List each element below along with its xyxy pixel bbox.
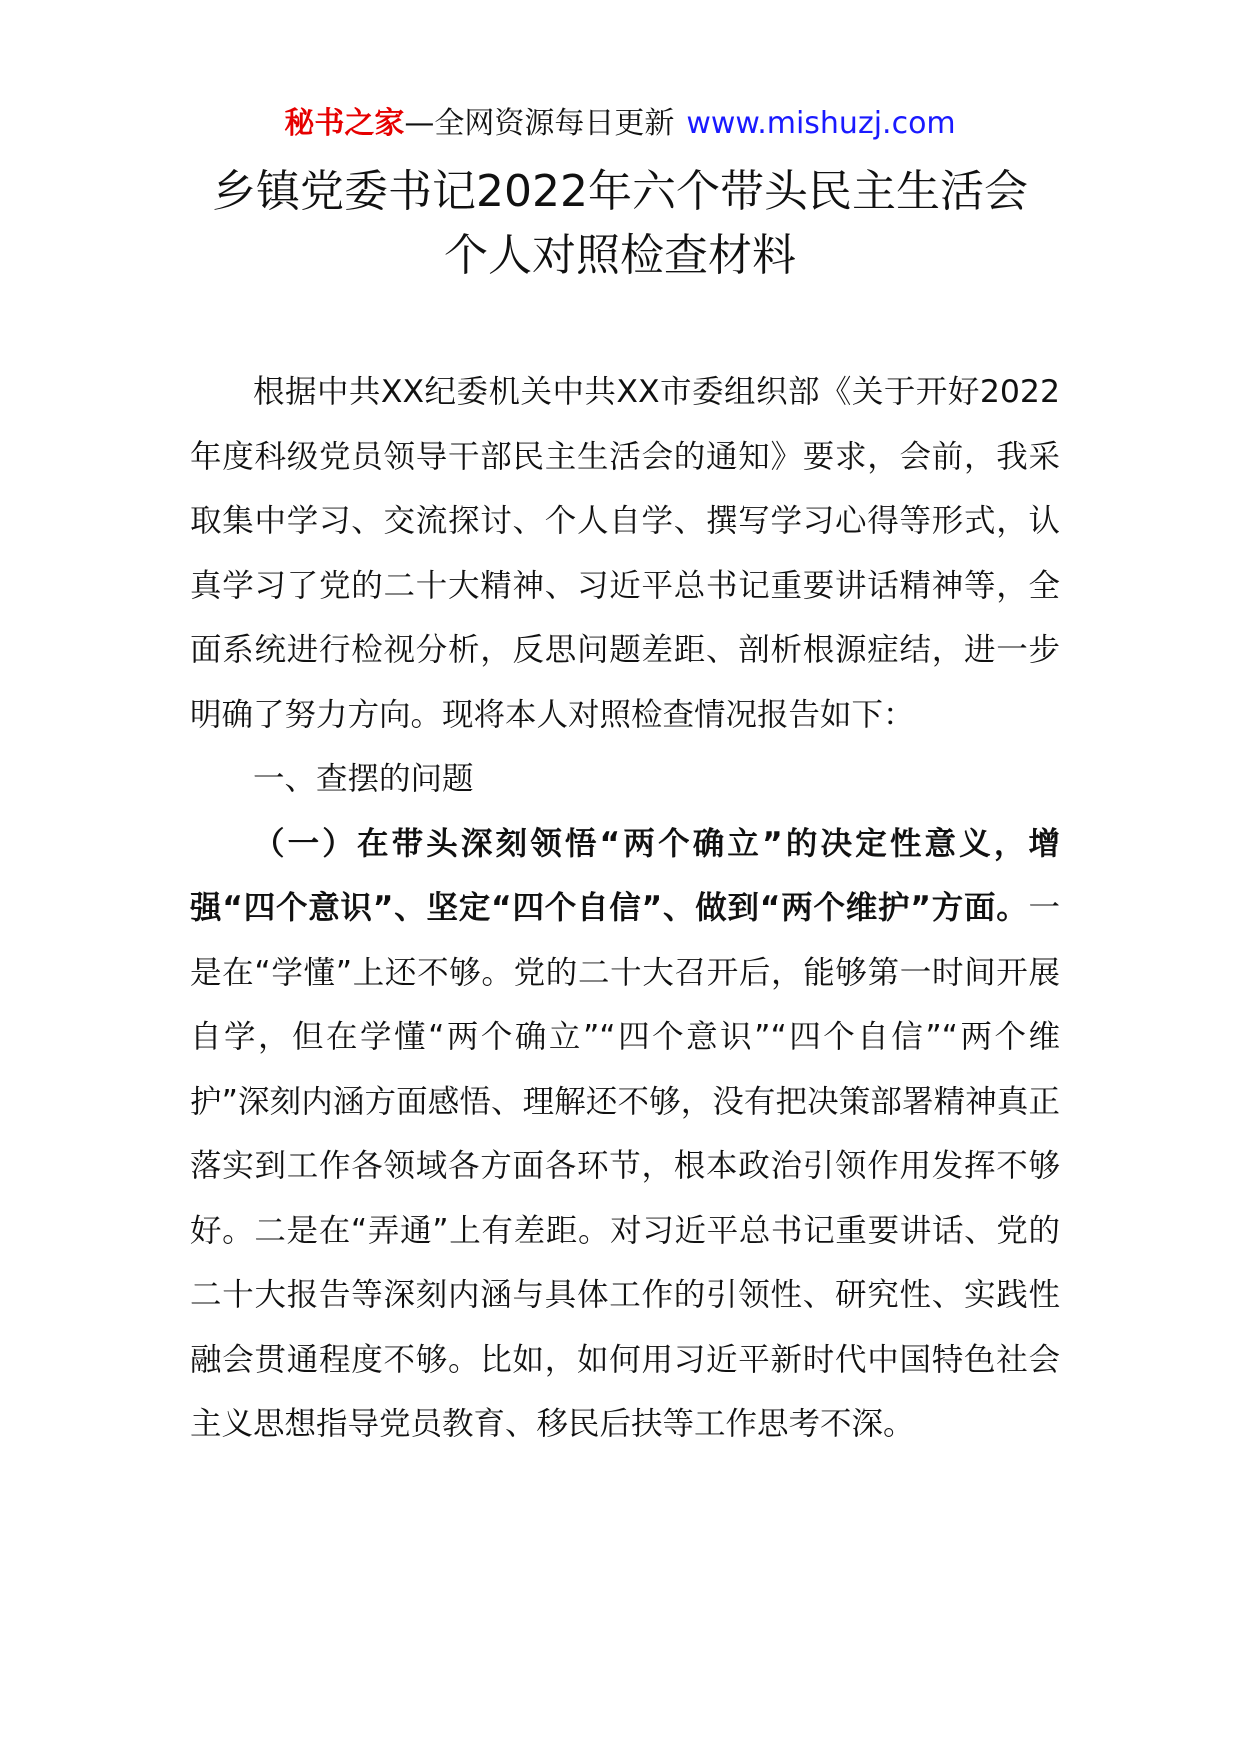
point-paragraph xyxy=(190,812,1060,1457)
title-line-1: 乡镇党委书记2022年六个带头民主生活会 xyxy=(212,166,1028,217)
intro-paragraph: 根据中共XX纪委机关中共XX市委组织部《关于开好2022年度科级党员领导干部民主生活会的通知》要求，会前，我采取集中学习、交流探讨、个人自学、撰写学习心得等形式，认真学习了党的二十大精神、习近平总书记重要讲话精神等，全面系统进行检视分析，反思问题差距、剖析根源症结，进一步明确了努力方向。现将本人对照检查情况报告如下： xyxy=(190,374,1060,733)
section-heading: 一、查摆的问题 xyxy=(253,761,474,797)
site-banner xyxy=(0,104,1240,144)
point-heading: （一）在带头深刻领悟“两个确立”的决定性意义，增强“四个意识”、坚定“四个自信”、做到“两个维护”方面。 xyxy=(190,825,1060,926)
banner-slogan: 全网资源每日更新 xyxy=(434,106,675,141)
document-body xyxy=(190,360,1060,1457)
title-line-2: 个人对照检查材料 xyxy=(444,230,796,281)
document-title xyxy=(0,160,1240,288)
banner-dash: — xyxy=(404,106,435,141)
brand-name: 秘书之家 xyxy=(284,106,405,141)
site-url-link[interactable]: www.mishuzj.com xyxy=(686,106,956,141)
point-text: 一是在“学懂”上还不够。党的二十大召开后，能够第一时间开展自学，但在学懂“两个确立”“四个意识”“四个自信”“两个维护”深刻内涵方面感悟、理解还不够，没有把决策部署精神真正落实到工作各领域各方面各环节，根本政治引领作用发挥不够好。二是在“弄通”上有差距。对习近平总书记重要讲话、党的二十大报告等深刻内涵与具体工作的引领性、研究性、实践性融会贯通程度不够。比如，如何用习近平新时代中国特色社会主义思想指导党员教育、移民后扶等工作思考不深。 xyxy=(190,890,1060,1442)
